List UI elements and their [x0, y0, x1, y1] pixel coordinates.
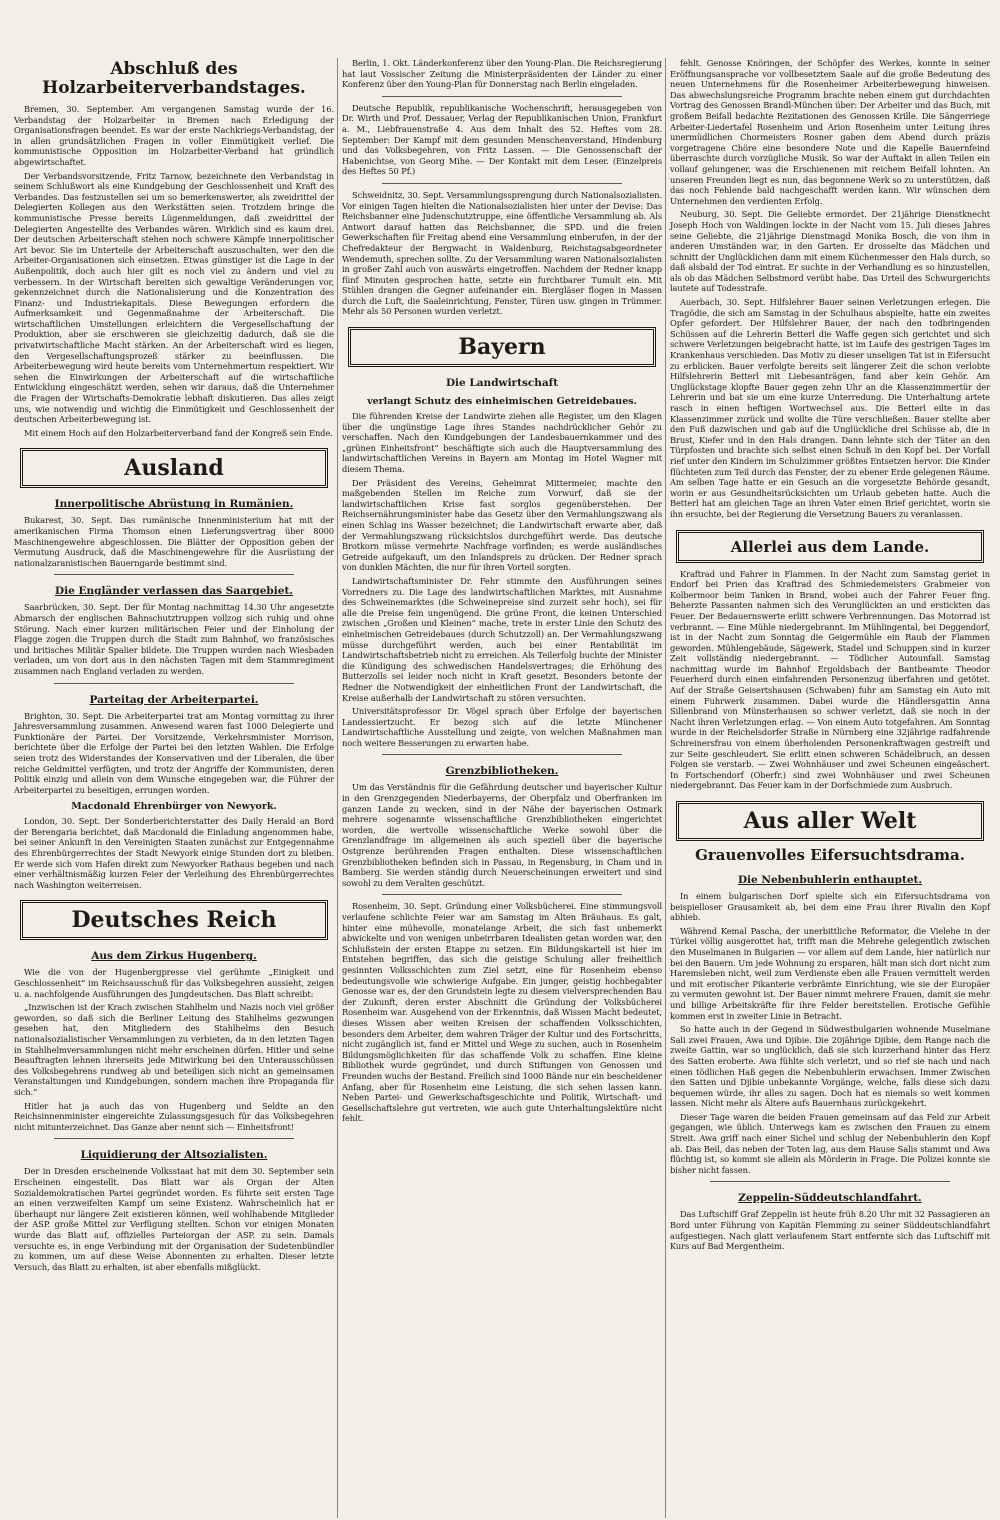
article-paragraph: Brighton, 30. Sept. Die Arbeiterpartei trat am Montag vormittag zu ihrer Jahresversammlung zusammen. Anwesend waren fast 1000 Delegierte und Funktionäre der Partei. Der Vorsitzende, Verkehrsminister Morrison, berichtete über die Erfolge der Partei bei den letzten Wahlen. Die Erfolge seien trotz des Widerstandes der Konservativen und der Liberalen, die über reiche Geldmittel verfügten, und trotz der Angriffe der Kommunisten, deren Politik einzig und allein von dem Wunsche eingegeben war, die Führer der Arbeiterpartei zu beseitigen, errungen worden. — [14, 710, 334, 795]
divider — [382, 96, 622, 97]
article-paragraph: Kraftrad und Fahrer in Flammen. In der Nacht zum Samstag geriet in Endorf bei Prien das Kraftrad des Schmiedemeisters Grabmeier von Kolbermoor beim Tanken in Brand, wobei auch der Fahrer Feuer fing. Beherzte Passanten nahmen sich des Verunglückten an und erstickten das Feuer. Der Bedauernswerte erlitt schwere Verbrennungen. Das Motorrad ist verbrannt. — Eine Mühle niedergebrannt. Im Mühlingental, bei Deggendorf, ist in der Nacht zum Sonntag die Geigermühle ein Raub der Flammen geworden. Mühlengebäude, Sägewerk, Stadel und Schuppen sind in kurzer Zeit vollständig niedergebrannt. — Tödlicher Autounfall. Samstag nachmittag wurde im Bahnhof Ergoldsbach der Bantbeamte Theodor Feuerherd durch einen einfahrenden Personenzug überfahren und getötet. Auf der Straße Geisertshausen (Schwaben) fuhr am Samstag ein Auto mit einem Fuhrwerk zusammen. Dabei wurde die Händlersgattin Anna Sillenbrand von Münsterhausen so schwer verletzt, daß sie noch in der Nacht ihren Verletzungen erlag. — Von einem Auto totgefahren. Am Sonntag wurde in der Reichelsdorfer Straße in Nürnberg eine 32jährige radfahrende Schreinersfrau von einem überholenden Personenkraftwagen gestreift und zur Seite geschleudert. Sie erlitt einen schweren Schädelbruch, an dessen Folgen sie verstarb. — Zwei Wohnhäuser und zwei Scheunen eingeäschert. In Fortschendorf (Oberfr.) sind zwei Wohnhäuser und zwei Scheunen niedergebrannt. Das Feuer kam in der Dorfschmiede zum Ausbruch. — [670, 568, 990, 791]
article-paragraph: Um das Verständnis für die Gefährdung deutscher und bayerischer Kultur in den Grenzgegenden Niederbayerns, der Oberpfalz und Oberfranken im ganzen Lande zu wecken, sind in der Nähe der bayerischen Ostmark mehrere sogenannte wissenschaftliche Grenzbibliotheken eingerichtet worden, die wertvolle wissenschaftliche Werke sowohl über die Grenzlandfrage im allgemeinen als auch speziell über die bayerische Ostgrenze berührenden Fragen enthalten. Diese wissenschaftlichen Grenzbibliotheken befinden sich in Passau, in Regensburg, in Cham und in Bamberg. Sie werden ständig durch Neuerscheinungen erweitert und sind sowohl zu dem Veralten geschützt. — [342, 782, 662, 888]
section-title: Aus aller Welt — [743, 808, 917, 834]
divider — [382, 894, 622, 895]
divider — [54, 683, 294, 684]
article-paragraph: So hatte auch in der Gegend in Südwestbulgarien wohnende Muselmane Sali zwei Frauen, Awa und Djibie. Die 20jährige Djibie, dem Range nach die zweite Gattin, war so unglücklich, daß sie sich kurzerhand hinter das Herz des Satten eroberte. Awa fühlte sich verletzt, und so rief sie nach und nach einen tödlichen Haß gegen die Nebenbuhlerin erwachsen. Immer Zwischen den Satten und Djibie unbekannte Vorgänge, welche, falls diese sich dazu bequemen würde, ihr alles zu sagen. Doch hat es niemals so weit kommen lassen. Nicht mehr als Ältere aufs Bauernhaus zurückgekehrt. — [670, 1024, 990, 1109]
subheadline-nebenbuhlerin: Die Nebenbuhlerin enthauptet. — [737, 874, 923, 886]
column-left — [14, 58, 334, 1275]
article-paragraph: Während Kemal Pascha, der unerbittliche Reformator, die Vielehe in der Türkei völlig ausgerottet hat, trifft man die Mehrehe gelegentlich zwischen den Muselmanen in Bulgarien — vor allem auf dem Lande, hier natürlich nur bei den Bauern. Um jede Wohnung zu ersparen, hält man sich dort nicht zum Haremsleben nicht, weil zum Verdienste eben alle Frauen vermittelt werden und mit erotischer Pikanterie verbrämte Einrichtung, wie sie der Europäer zu vermuten gewohnt ist. Der Bauer nimmt mehrere Frauen, damit sie mehr und billige Arbeitskräfte für ihre Felder bereitstellen. Erotische Gefühle kommen erst in zweiter Linie in Betracht. — [670, 925, 990, 1021]
article-paragraph: Die führenden Kreise der Landwirte ziehen alle Register, um den Klagen über die ungünstige Lage ihres Standes nachdrücklicher Gehör zu verschaffen. Nach den Kundgebungen der Landesbauernkammer und des „grünen Einheitsfront“ beschäftigte sich auch die Hauptversammlung des landwirtschaftlichen Vereins in Bayern am Montag im Hotel Wagner mit diesem Thema. — [342, 411, 662, 475]
divider — [54, 574, 294, 575]
headline-altsozialisten: Liquidierung der Altsozialisten. — [80, 1149, 268, 1162]
headline-holzarbeiter: Abschluß des Holzarbeiterverbandstages. — [42, 59, 306, 98]
section-header-ausland — [20, 448, 328, 488]
article-paragraph: Der in Dresden erscheinende Volksstaat hat mit dem 30. September sein Erscheinen eingestellt. Das Blatt war als Organ der Alten Sozialdemokratischen Partei gegründet worden. Es führte seit ersten Tage an einen verzweifelten Kampf um seine Existenz. Wahrscheinlich hat er überhaupt nur längere Zeit existieren können, weil wohlhabende Mitglieder der ASP. große Mittel zur Verfügung stellten. Schon vor einigen Monaten wurde das Blatt auf, offizielles Parteiorgan der ASP. zu sein. Damals versuchte es, in enge Verbindung mit der Organisation der Sudetenbündler zu kommen, um auf diese Weise Abonnenten zu erhalten. Dieser letzte Versuch, das Blatt zu erhalten, ist aber ebenfalls mißglückt. — [14, 1166, 334, 1272]
divider — [382, 183, 622, 184]
section-header-allerlei — [676, 530, 984, 563]
article-paragraph: „Inzwischen ist der Krach zwischen Stahlhelm und Nazis noch viel größer geworden, so daß sich die Berliner Leitung des Stahlhelms gezwungen gesehen hat, den Mitgliedern des Stahlhelms den Besuch nationalsozialistischer Versammlungen zu verbieten, da in den letzten Tagen in Stahlhelmversammlungen nicht mehr erscheinen dürfen. Hitler und seine Beauftragten lehnen ihrerseits jede Mitwirkung bei den Unterausschüssen des Volksbegehrens rundweg ab und beteiligen sich nicht an gemeinsamen Veranstaltungen und Kundgebungen, sondern machen ihre Propaganda für sich.“ — [14, 1002, 334, 1097]
headline-grenzbibliotheken: Grenzbibliotheken. — [445, 765, 559, 778]
subheadline-landwirtschaft: verlangt Schutz des einheimischen Getreidebaues. — [367, 396, 637, 408]
article-paragraph: Der Präsident des Vereins, Geheimrat Mittermeier, machte den maßgebenden Stellen im Reiche zum Vorwurf, daß sie der landwirtschaftlichen Krise fast sorglos gegenüberstehen. Der Reichsernährungsminister habe das Gesetz über den Vermahlungszwang als einen Schlag ins Wasser bezeichnet; die Landwirtschaft erwarte aber, daß der Vermahlungszwang rücksichtslos durchgeführt werde. Das deutsche Brotkorn müsse vermehrte Nachfrage vorfinden; es werde ausländisches Getreide aufgekauft, um den Inlandspreis zu drücken. Der Redner sprach von dunklen Mächten, die nur für ihren Vorteil sorgten. — [342, 477, 662, 573]
divider — [54, 1138, 294, 1139]
article-paragraph: Bukarest, 30. Sept. Das rumänische Innenministerium hat mit der amerikanischen Firma Thomson einen Lieferungsvertrag über 8000 Maschinengewehre abgeschlossen. Die Blätter der Opposition geben der Vermutung Ausdruck, daß die Maschinengewehre für die Ausrüstung der nationalzaranistischen Bauerngarde bestimmt sind. — [14, 515, 334, 568]
headline-saargebiet: Die Engländer verlassen das Saargebiet. — [55, 585, 293, 598]
section-title: Allerlei aus dem Lande. — [730, 537, 930, 556]
article-paragraph: Hitler hat ja auch das von Hugenberg und Seldte an den Reichsinnenminister eingereichte Zulassungsgesuch für das Volksbegehren nicht mitunterzeichnet. Das Ganze aber nennt sich — Einheitsfront! — [14, 1100, 334, 1132]
article-paragraph: Dieser Tage waren die beiden Frauen gemeinsam auf das Feld zur Arbeit gegangen, wie üblich. Unterwegs kam es zwischen den Frauen zu einem Streit. Awa griff nach einer Sichel und schlug der Nebenbuhlerin den Kopf ab. Das Beil, das neben der Toten lag, aus dem Hause Salis stammt und Awa flüchtig ist, so kommt sie allein als Mörderin in Frage. Die Polizei konnte sie bisher nicht fassen. — [670, 1111, 990, 1175]
article-paragraph: Bremen, 30. September. Am vergangenen Samstag wurde der 16. Verbandstag der Holzarbeiter in Bremen nach Erledigung der Organisationsfragen beendet. Es war der erste Nachkriegs-Verbandstag, der in allen grundsätzlichen Fragen in voller Einmütigkeit verlief. Die kommunistische Opposition im Holzarbeiter-Verband hat gründlich abgewirtschaftet. — [14, 104, 334, 167]
article-paragraph: Wie die von der Hugenbergpresse viel gerühmte „Einigkeit und Geschlossenheit“ im Reichsausschuß für das Volksbegehren aussieht, zeigen u. a. nachfolgende Ausführungen des Jungdeutschen. Das Blatt schreibt: — [14, 967, 334, 999]
article-paragraph: Universitätsprofessor Dr. Vögel sprach über Erfolge der bayerischen Landessiertzucht. Er bezog sich auf die letzte Münchener Landwirtschaftliche Ausstellung und zeigte, von welchen Maßnahmen man noch weitere Besserungen zu erwarten habe. — [342, 706, 662, 748]
section-title: Bayern — [458, 334, 546, 361]
section-header-aus-aller-welt — [676, 801, 984, 841]
article-paragraph: Rosenheim, 30. Sept. Gründung einer Volksbücherei. Eine stimmungsvoll verlaufene schlichte Feier war am Samstag im Alten Bräuhaus. Es galt, hinter eine mühevolle, monatelange Arbeit, die sich fast unbemerkt abwickelte und von wenigen unbeirrbaren Idealisten getan worden war, den Schlußstein der ersten Etappe zu setzen. Ein Bildungskartell ist hier im Entstehen begriffen, das sich die geistige Schulung aller freiheitlich gesinnten Volksschichten zum Ziel setzt, eine für Rosenheim ebenso bedeutungsvolle wie schwierige Aufgabe. Ein junger, geistig hochbegabter Genosse war es, der den Grundstein legte zu diesem vielversprechenden Bau der Zukunft, deren erster Abschnitt die Gründung der Volksbücherei Rosenheim war. Ausgehend von der Erkenntnis, daß Wissen Macht bedeutet, dieses Wissen aber weiten Kreisen der schaffenden Volksschichten, besonders dem Arbeiter, dem wahren Träger der Kultur und des Fortschritts, nicht zugänglich ist, fand er Mittel und Wege zu suchen, auch in Rosenheim Bildungsmöglichkeiten für das schaffende Volk zu schaffen. Eine kleine Bibliothek wurde gegründet, und durch Stiftungen von Genossen und Freunden wuchs der Bestand. Freilich sind 1000 Bände nur ein bescheidener Anfang, aber für Rosenheim eine Leistung, die sich sehen lassen kann. Neben Partei- und Gewerkschaftsgeschichte und Politik, Wirtschaft- und Gesellschaftslehre gut vertreten, wie auch gute Unterhaltungslektüre nicht fehlt. — [342, 901, 662, 1124]
divider — [382, 754, 622, 755]
article-paragraph: London, 30. Sept. Der Sonderberichterstatter des Daily Herald an Bord der Berengaria berichtet, daß Macdonald die Einladung angenommen habe, bei seiner Ankunft in den Vereinigten Staaten zunächst zur Entgegennahme des Ehrenbürgerrechtes der Stadt Newyork einige Stunden dort zu bleiben. Er werde sich vom Hafen direkt zum Newyorker Rathaus begeben und nach einer verhältnismäßig kurzen Feier der Verleihung des Ehrenbürgerrechtes nach Washington weiterreisen. — [14, 816, 334, 890]
article-paragraph: Der Verbandsvorsitzende, Fritz Tarnow, bezeichnete den Verbandstag in seinem Schlußwort als eine Kundgebung der Geschlossenheit und Kraft des Verbandes. Das festzustellen sei um so bemerkenswerter, als zweidrittel der Delegierten Kollegen aus den Werkstätten seien. Trotzdem bringe die kommunistische Presse bereits Lügenmeldungen, daß zweidrittel der Delegierten Angestellte des Verbandes wären. Wirklich sind es kaum drei. Der deutschen Arbeiterschaft stehen noch schwere Kämpfe innerpolitischer Art bevor. Sie im Unterteile der Arbeiterschaft auszuschalten, wer den die Arbeiter-Organisationen sich einsetzen. Etwas günstiger ist die Lage in der Außenpolitik, doch auch hier gilt es noch viel zu ändern und viel zu verbessern. In der Wirtschaft bereiten sich gewaltige Veränderungen vor, gekennzeichnet durch die Nationalisierung und die Konzentration des Finanz- und Industriekapitals. Diese Bewegungen erfordern die Aufmerksamkeit und Gegenmaßnahme der Arbeiterschaft. Die wirtschaftlichen Umstellungen erleichtern die Vergesellschaftung der Produktion, aber sie erschweren sie gleichzeitig dadurch, daß sie die privatwirtschaftliche Macht stärken. An der Arbeiterschaft wird es liegen, den Vergesellschaftungsprozeß stärker zu beeinflussen. Die Arbeiterbewegung wird heute bereits vom Unternehmertum respektiert. Wir sehen die Einwirkungen der Arbeiterschaft auf die wirtschaftliche Entwicklung eingeschätzt werden, sehen wir daraus, daß die Unternehmer die Fragen der Wirtschafts-Demokratie lebhaft diskutieren. Das alles zeigt uns, wie notwendig und wichtig die Einmütigkeit und Geschlossenheit der deutschen Arbeiterbewegung ist. — [14, 170, 334, 425]
headline-rumaenien: Innerpolitische Abrüstung in Rumänien. — [54, 498, 294, 511]
divider — [710, 1181, 950, 1182]
section-title: Ausland — [124, 455, 224, 482]
section-title: Deutsches Reich — [71, 907, 277, 934]
article-paragraph: Das Luftschiff Graf Zeppelin ist heute früh 8.20 Uhr mit 32 Passagieren an Bord unter Führung von Kapitän Flemming zu seiner Süddeutschlandfahrt aufgestiegen. Nach glatt verlaufenem Start entfernte sich das Luftschiff mit Kurs auf Bad Mergentheim. — [670, 1209, 990, 1252]
headline-eifersuchtsdrama: Grauenvolles Eifersuchtsdrama. — [695, 846, 965, 864]
article-paragraph: Auerbach, 30. Sept. Hilfslehrer Bauer seinen Verletzungen erlegen. Die Tragödie, die sich am Samstag in der Schulhaus abspielte, hatte ein zweites Opfer gefordert. Der Hilfslehrer Bauer, der nach den todbringenden Schüssen auf die Lehrerin Betterl die Waffe gegen sich gerichtet und sich schwere Verletzungen beigebracht hatte, ist im Laufe des gestrigen Tages im Krankenhaus verschieden. Das Motiv zu dieser unseligen Tat ist in Eifersucht zu erblicken. Bauer verfolgte bereits seit längerer Zeit die schon verlobte Hilfslehrerin Betterl mit Liebesanträgen, fand aber kein Gehör. Am Unglückstage klopfte Bauer gegen zehn Uhr an die Klassenzimmertür der Lehrerin und bat sie um eine kurze Unterredung. Die Unterhaltung artete rasch in einen heftigen Wortwechsel aus. Die Betterl eilte in das Klassenzimmer zurück und wollte die Türe verschließen. Bauer stellte aber den Fuß dazwischen und gab auf die Unglückliche drei Schüsse ab, die in Brust, Kiefer und in den Hals drangen. Dann lehnte sich der Täter an den Türpfosten und brachte sich selbst einen Schuß in den Kopf bei. Der Vorfall rief unter den Kindern im Schulzimmer größtes Entsetzen hervor. Die Kinder flüchteten zum Teil durch das Fenster, der zu ebener Erde gelegenen Räume. Am selben Tage hatte er ein Gesuch an die vorgesetzte Behörde gesandt, worin er aus Gesundheitsrücksichten um Urlaub gebeten hatte. Auch die Betterl hat am gleichen Tage an ihren Vater einen Brief gerichtet, worin sie ihn ersuchte, bei der Regierung die Versetzung Bauers zu veranlassen. — [670, 297, 990, 519]
article-paragraph: fehlt. Genosse Knöringen, der Schöpfer des Werkes, konnte in seiner Eröffnungsansprache vor vollbesetztem Saale auf die große Bedeutung des neuen Unternehmens für die Rosenheimer Arbeiterbewegung hinweisen. Das abwechslungsreiche Programm brachte neben einem gut durchdachten Vortrag des Genossen Brandl-München über: Der Arbeiter und das Buch, mit großem Beifall bedachte Rezitationen des Genossen Krille. Die Sängerriege Arbeiter-Liedertafel Rosenheim und Arion Rosenheim unter Leitung ihres unermüdlichen Chormeisters Rosner gaben dem Abend durch präzis vorgetragene Chöre eine besondere Note und die Kapelle Bauernfeind überraschte durch vorzügliche Musik. So war der Auftakt in allen Teilen ein vollauf gelungener, was die Erschienenen mit reichem Beifall lohnten. An unseren Freunden liegt es nun, das begonnene Werk so zu unterstützen, daß das noch Fehlende bald nachgeschafft werden kann. Wir wünschen dem Unternehmen den verdienten Erfolg. — [670, 58, 990, 206]
article-paragraph: Berlin, 1. Okt. Länderkonferenz über den Young-Plan. Die Reichsregierung hat laut Vossischer Zeitung die Ministerpräsidenten der Länder zu einer Konferenz über den Young-Plan für Donnerstag nach Berlin eingeladen. — [342, 58, 662, 90]
headline-landwirtschaft: Die Landwirtschaft — [445, 377, 559, 390]
section-header-deutsches-reich — [20, 900, 328, 940]
article-paragraph: Landwirtschaftsminister Dr. Fehr stimmte den Ausführungen seines Vorredners zu. Die Lage des landwirtschaftlichen Marktes, mit Ausnahme des Schweinemarktes (die Schweinepreise sind zurzeit sehr hoch), sei für alle die Preise fein ungenügend. Die grüne Front, die keinen Unterschied zwischen „Großen und Kleinen“ mache, trete in erster Linie den Schutz des einheimischen Getreidebaues (durch Schutzzoll) an. Der Vermahlungszwang müsse durchgeführt werden, auch bei einer Rentabilität im Landwirtschaftsbetrieb nicht zu erreichen. Als Teilerfolg buchte der Minister die Kündigung des schwedischen Handelsvertrages; die Erhöhung des Butterzolls sei leider noch nicht in Kraft gesetzt. Besonders betonte der Redner die Notwendigkeit der einheitlichen Front der Landwirtschaft, die Kreise außerhalb der Landwirtschaft zu stören versuchten. — [342, 575, 662, 703]
column-middle — [342, 58, 662, 1127]
headline-zeppelin: Zeppelin-Süddeutschlandfahrt. — [738, 1192, 922, 1205]
headline-hugenberg: Aus dem Zirkus Hugenberg. — [91, 950, 257, 963]
article-paragraph: Neuburg, 30. Sept. Die Geliebte ermordet. Der 21jährige Dienstknecht Joseph Hoch von Waldingen lockte in der Nacht vom 15. Juli dieses Jahres seine Geliebte, die 21jährige Dienstmagd Monika Bosch, die von ihm in anderen Umständen war, in den Garten. Er drosselte das Mädchen und schnitt der Unglücklichen dann mit einem Küchenmesser den Hals durch, so daß alsbald der Tod eintrat. Er suchte in der Verhandlung es so hinzustellen, als ob das Mädchen Selbstmord verübt habe. Das Urteil des Schwurgerichts lautete auf Todesstrafe. — [670, 209, 990, 294]
headline-macdonald: Macdonald Ehrenbürger von Newyork. — [71, 801, 277, 813]
section-header-bayern — [348, 327, 656, 367]
column-right — [670, 58, 990, 1255]
article-paragraph: In einem bulgarischen Dorf spielte sich ein Eifersuchtsdrama von beispielloser Grausamkeit ab, bei dem eine Frau ihrer Rivalin den Kopf abhieb. — [670, 891, 990, 923]
article-paragraph: Mit einem Hoch auf den Holzarbeiterverband fand der Kongreß sein Ende. — [24, 427, 333, 438]
article-paragraph: Deutsche Republik, republikanische Wochenschrift, herausgegeben von Dr. Wirth und Prof. Dessauer, Verlag der Republikanischen Union, Frankfurt a. M., Liebfrauenstraße 4. Aus dem Inhalt des 52. Heftes vom 28. September: Der Kampf mit dem gesunden Menschenverstand, Hindenburg und das Volksbegehren, von Fritz Lassen. — Die Genossenschaft der Habenichtse, von Georg Mihe. — Der Kontakt mit dem Leser. (Einzelpreis des Heftes 50 Pf.) — [342, 102, 662, 177]
article-paragraph: Saarbrücken, 30. Sept. Der für Montag nachmittag 14.30 Uhr angesetzte Abmarsch der englischen Bahnschutztruppen vollzog sich ruhig und ohne Störung. Nach einer kurzen militärischen Feier und der Einholung der Flagge zogen die Truppen durch die Stadt zum Bahnhof, wo französisches und britisches Militär Spalier bildete. Die Truppen wurden nach Wiesbaden verladen, um von dort aus in den nächsten Tagen mit dem Stammregiment zusammen nach England verladen zu werden. — [14, 602, 334, 676]
headline-parteitag: Parteitag der Arbeiterpartei. — [89, 693, 259, 706]
article-paragraph: Schweidnitz, 30. Sept. Versammlungssprengung durch Nationalsozialisten. Vor einigen Tagen hielten die Nationalsozialisten hier unter der Devise: Das Reichsbanner eine Judenschutztruppe, eine öffentliche Versammlung ab. Als Antwort darauf hatten das Reichsbanner, die SPD. und die freien Gewerkschaften für Freitag abend eine Versammlung einberufen, in der der Chefredakteur der Bergwacht in Waldenburg, Reichstagsabgeordneter Wendemuth, sprechen sollte. Zu der Versammlung waren Nationalsozialisten in großer Zahl auch von auswärts eingetroffen. Nachdem der Redner knapp fünf Minuten gesprochen hatte, setzte ein furchtbarer Tumult ein. Mit Stühlen drangen die Gegner aufeinander ein. Biergläser flogen in Massen durch die Luft, die Saaleinrichtung, Fenster, Türen usw. gingen in Trümmer. Mehr als 50 Personen wurden verletzt. — [342, 189, 662, 317]
